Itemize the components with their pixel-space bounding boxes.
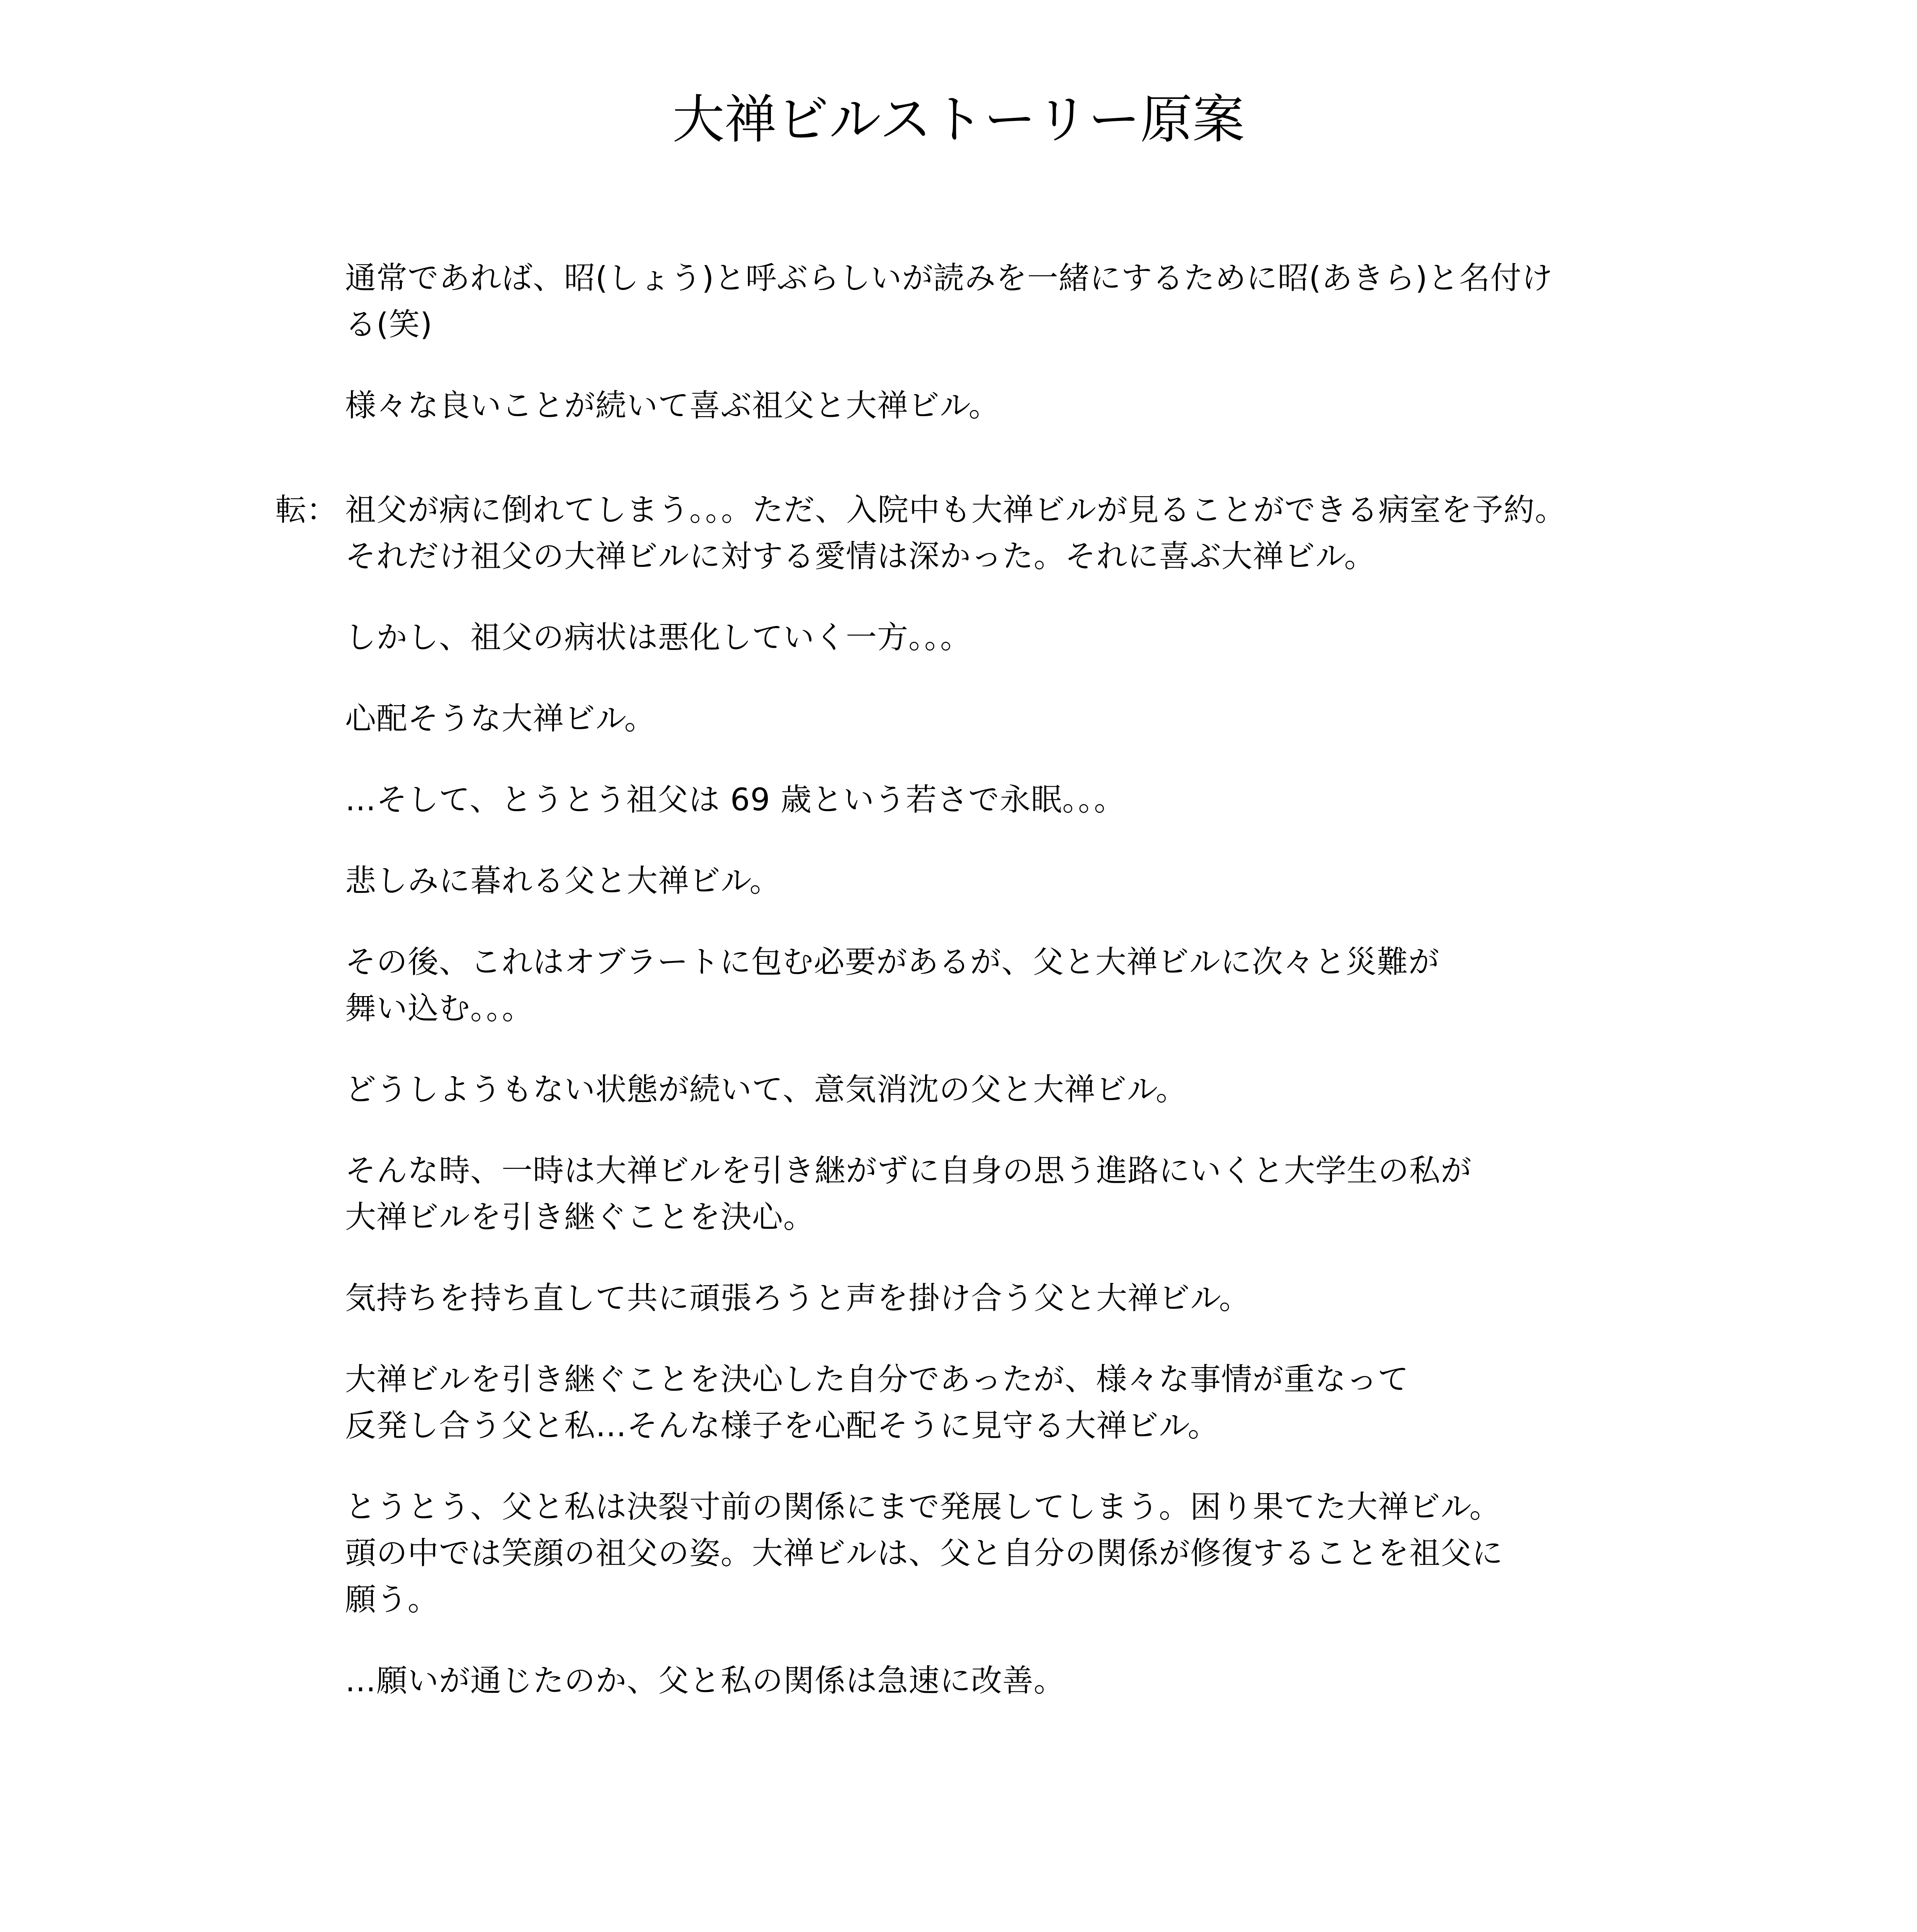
text-line: 祖父が病に倒れてしまう。。。ただ、入院中も大禅ビルが見ることができる病室を予約。 bbox=[345, 492, 1566, 528]
paragraph bbox=[345, 255, 1917, 348]
text-line: 様々な良いことが続いて喜ぶ祖父と大禅ビル。 bbox=[345, 388, 1000, 423]
paragraph bbox=[345, 939, 1917, 1032]
text-line: …そして、とうとう祖父は 69 歳という若さで永眠。。。 bbox=[345, 782, 1126, 818]
text-line: 舞い込む。。。 bbox=[345, 990, 533, 1026]
text-line: しかし、祖父の病状は悪化していく一方。。。 bbox=[345, 619, 971, 655]
paragraph bbox=[345, 1148, 1917, 1240]
text-line: …願いが通じたのか、父と私の関係は急速に改善。 bbox=[345, 1663, 1065, 1699]
document-title: 大禅ビルストーリー原案 bbox=[672, 89, 1245, 150]
paragraph bbox=[345, 1658, 1917, 1704]
text-line: 悲しみに暮れる父と大禅ビル。 bbox=[345, 863, 781, 899]
paragraph bbox=[345, 383, 1917, 429]
paragraph bbox=[345, 858, 1917, 904]
paragraph bbox=[345, 696, 1917, 742]
paragraph bbox=[345, 777, 1917, 823]
paragraph bbox=[345, 1275, 1917, 1321]
section-label: 転： bbox=[276, 492, 337, 528]
paragraph-ten bbox=[276, 487, 1917, 580]
paragraph bbox=[345, 1356, 1917, 1449]
text-line: 頭の中では笑顔の祖父の姿。大禅ビルは、父と自分の関係が修復することを祖父に bbox=[345, 1535, 1503, 1571]
text-line: その後、これはオブラートに包む必要があるが、父と大禅ビルに次々と災難が bbox=[345, 944, 1440, 980]
text-line: そんな時、一時は大禅ビルを引き継がずに自身の思う進路にいくと大学生の私が bbox=[345, 1153, 1472, 1189]
text-line: それだけ祖父の大禅ビルに対する愛情は深かった。それに喜ぶ大禅ビル。 bbox=[345, 538, 1376, 574]
text-line: 気持ちを持ち直して共に頑張ろうと声を掛け合う父と大禅ビル。 bbox=[345, 1280, 1250, 1316]
text-line: 心配そうな大禅ビル。 bbox=[345, 701, 656, 736]
text-line: 願う。 bbox=[345, 1582, 439, 1617]
document-body bbox=[0, 155, 1917, 1816]
text-line: とうとう、父と私は決裂寸前の関係にまで発展してしまう。困り果てた大禅ビル。 bbox=[345, 1489, 1501, 1525]
text-line: 大禅ビルを引き継ぐことを決心した自分であったが、様々な事情が重なって bbox=[345, 1361, 1409, 1397]
text-line: る(笑) bbox=[345, 306, 433, 342]
text-line: 反発し合う父と私…そんな様子を心配そうに見守る大禅ビル。 bbox=[345, 1408, 1219, 1444]
text-line: 通常であれば、昭(しょう)と呼ぶらしいが読みを一緒にするために昭(あきら)と名付け bbox=[345, 260, 1553, 296]
text-line: 大禅ビルを引き継ぐことを決心。 bbox=[345, 1199, 815, 1235]
paragraph bbox=[345, 614, 1917, 661]
paragraph bbox=[345, 1484, 1917, 1623]
text-line: どうしようもない状態が続いて、意気消沈の父と大禅ビル。 bbox=[345, 1071, 1187, 1107]
paragraph bbox=[345, 1066, 1917, 1113]
